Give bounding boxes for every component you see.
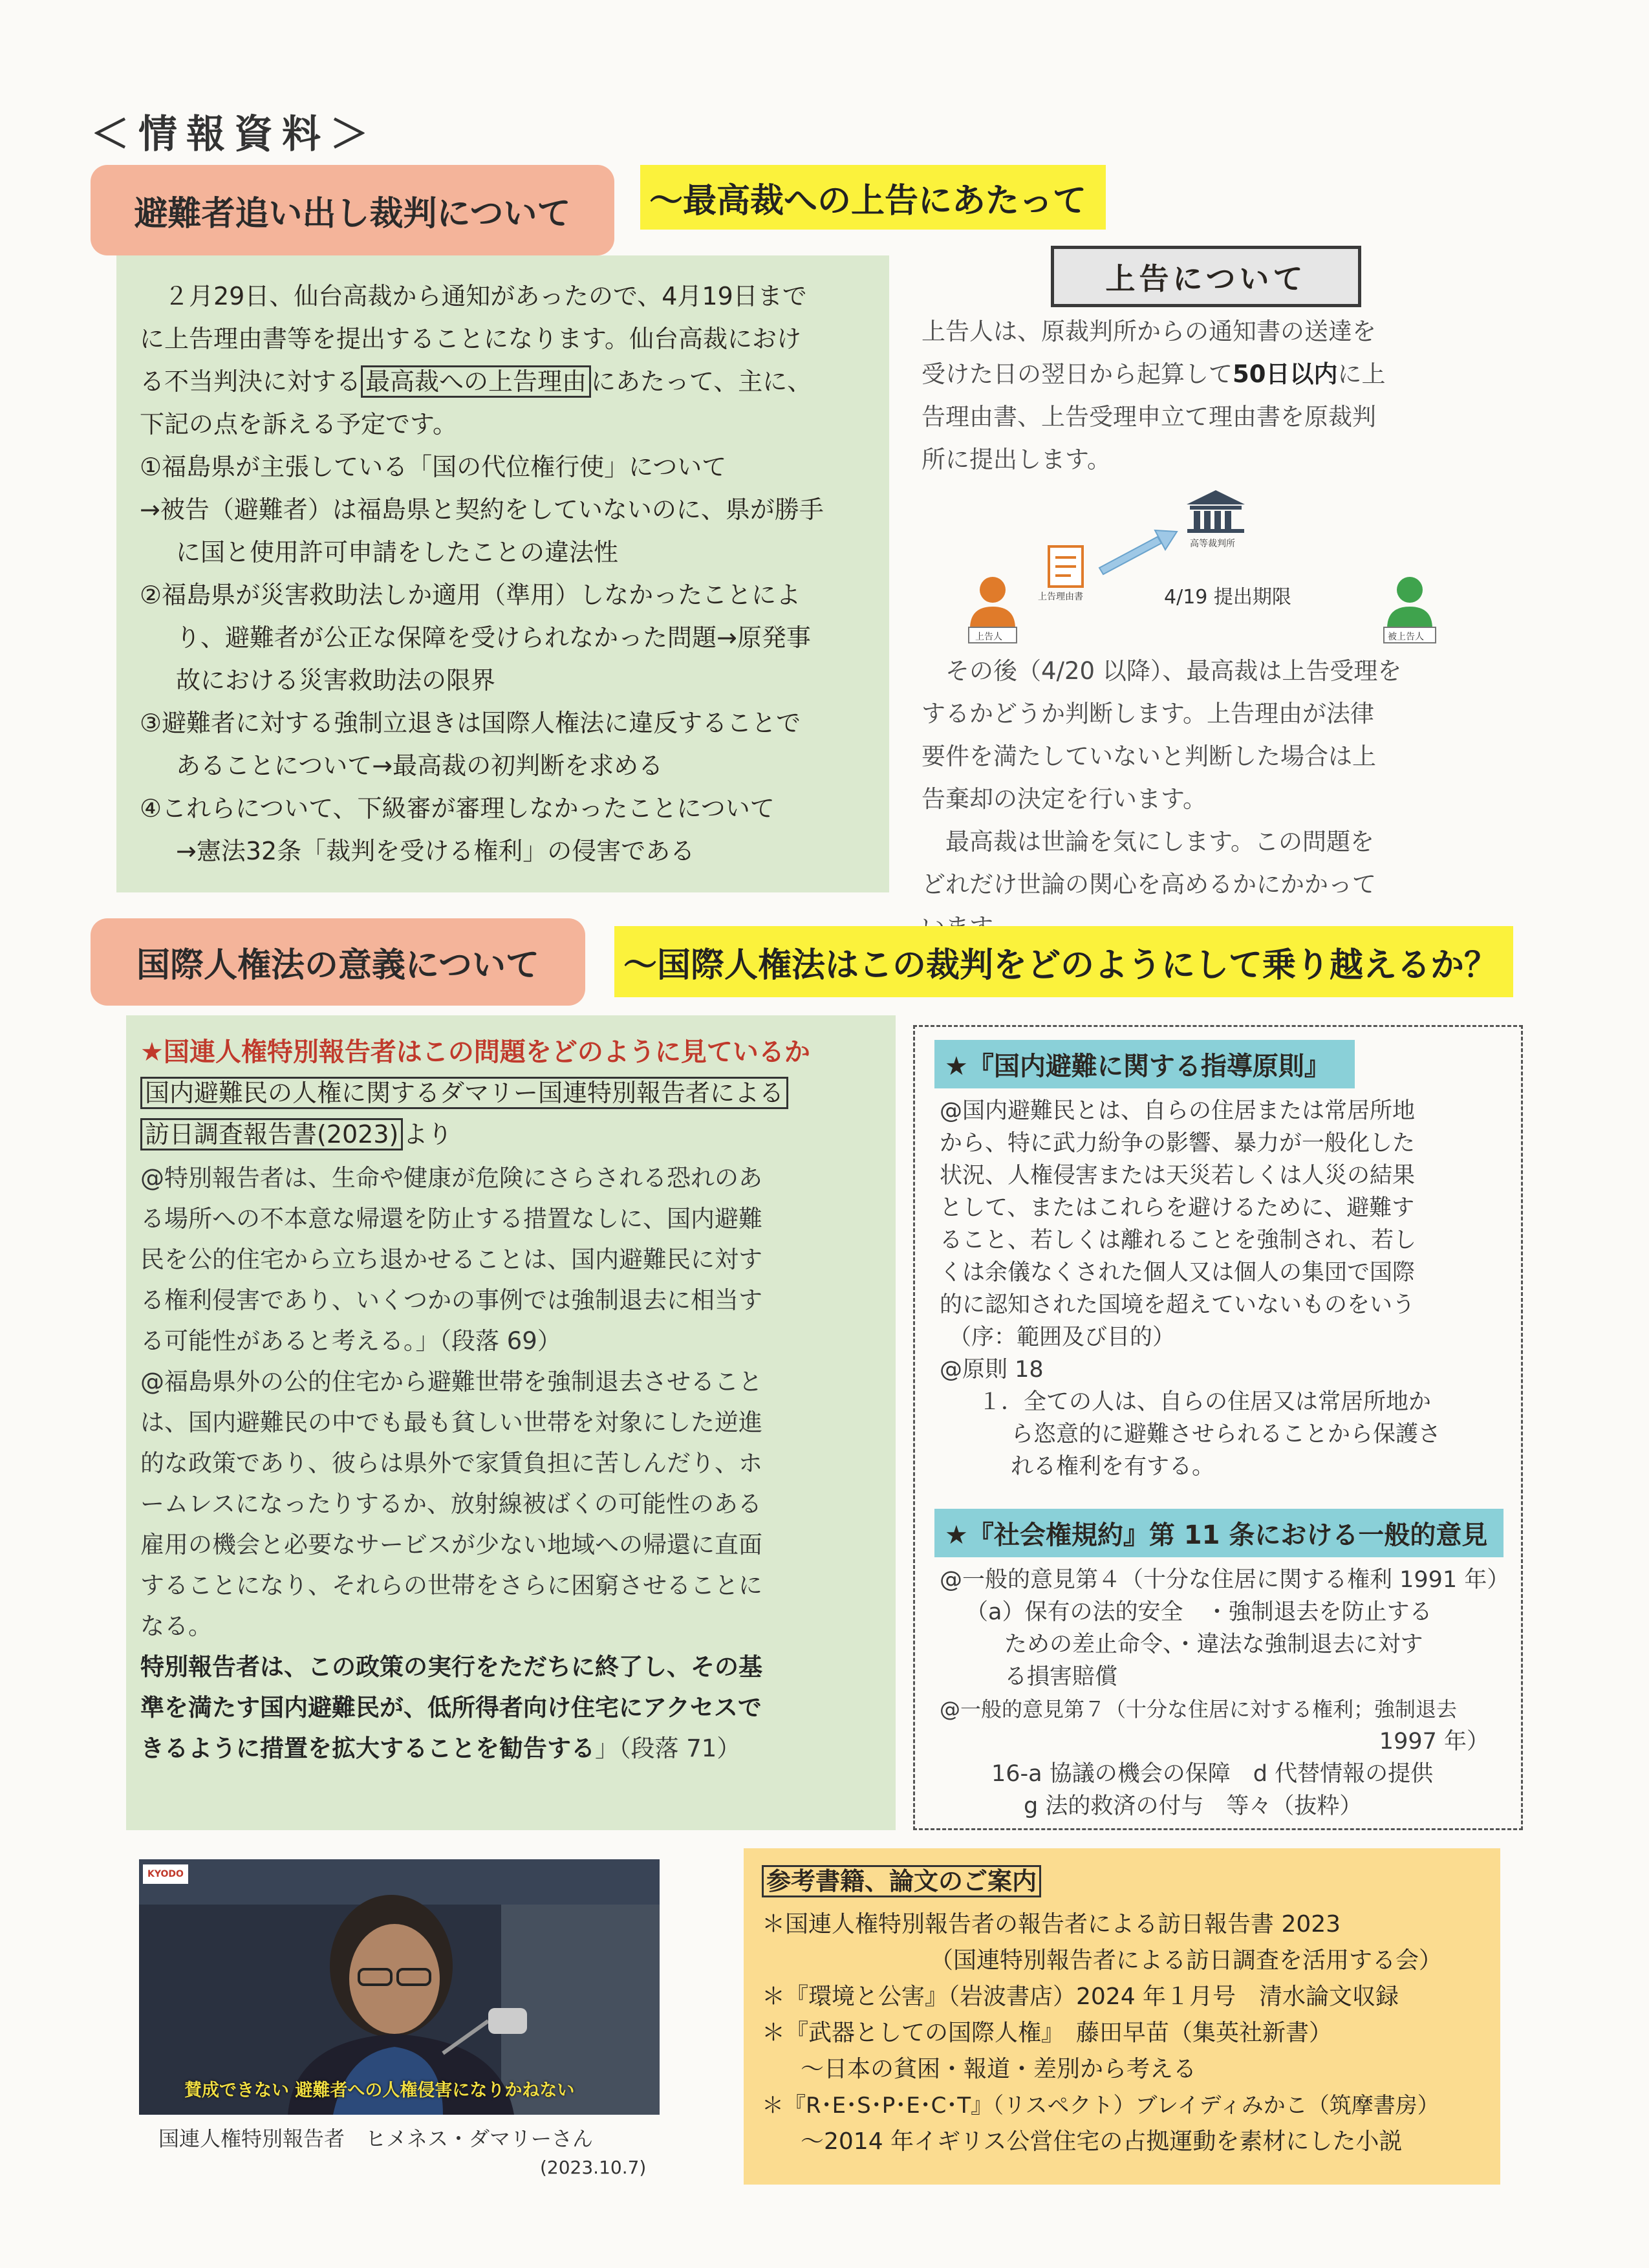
- reference-item: ＊『武器としての国際人権』 藤田早苗（集英社新書）: [762, 2020, 1333, 2046]
- point-line: に国と使用許可申請をしたことの違法性: [176, 538, 619, 567]
- appeal-diagram: [964, 485, 1468, 647]
- references-box: [744, 1848, 1500, 2185]
- document-icon: [1049, 546, 1083, 587]
- text-line: ２月29日、仙台高裁から通知があったので、4月19日まで: [140, 282, 807, 310]
- deadline-label: 4/19 提出期限: [1164, 586, 1291, 609]
- appeal-text-1: 上告人は、原裁判所からの通知書の送達を 受けた日の翌日から起算して50日以内に上 告理由書、上告受理申立て理由書を原裁判 所に提出します。: [921, 318, 1386, 473]
- recommendation: 準を満たす国内避難民が、低所得者向け住宅にアクセスで: [140, 1694, 762, 1722]
- report-title-boxed: 国内避難民の人権に関するダマリー国連特別報告者による: [140, 1077, 788, 1109]
- point-line: あることについて→最高裁の初判断を求める: [176, 751, 663, 780]
- appeal-label: 上告について: [1051, 246, 1361, 307]
- court-icon: [1187, 490, 1245, 533]
- section2-heading: 国際人権法の意義について: [91, 918, 585, 1006]
- photo-caption: 国連人権特別報告者 ヒメネス・ダマリーさん: [158, 2126, 594, 2151]
- reference-item: 〜日本の貧困・報道・差別から考える: [801, 2056, 1197, 2082]
- social-rights-text: @一般的意見第４（十分な住居に関する権利 1991 年） （a）保有の法的安全 ・強制退去を防止する ための差止命令、・違法な強制退去に対す る損害賠償 @一般的意見第７（十分な住居に対する権利；強制退去 1997 年） 16-a 協議の機会の保障 d 代替情報の提供 g 法的救済の付与 等々（抜粋）: [940, 1567, 1510, 1819]
- document-label: 上告理由書: [1038, 592, 1083, 602]
- appellee-label: 被上告人: [1388, 632, 1424, 642]
- kyodo-logo: KYODO: [143, 1864, 188, 1884]
- section2-subheading: 〜国際人権法はこの裁判をどのようにして乗り越えるか？: [614, 926, 1513, 997]
- appellant-label: 上告人: [975, 632, 1002, 642]
- rapporteur-photo: [139, 1859, 660, 2115]
- references-heading: 参考書籍、論文のご案内: [762, 1865, 1041, 1897]
- social-rights-heading: ★『社会権規約』第 11 条における一般的意見: [934, 1509, 1503, 1557]
- point-line: 故における災害救助法の限界: [176, 666, 496, 695]
- reference-item: ＊『環境と公害』（岩波書店）2024 年１月号 清水論文収録: [762, 1983, 1399, 2010]
- point-line: →被告（避難者）は福島県と契約をしていないのに、県が勝手: [140, 495, 824, 524]
- arrow-icon: [1099, 530, 1177, 574]
- guiding-principles-heading: ★『国内避難に関する指導原則』: [934, 1040, 1355, 1088]
- point-line: ③避難者に対する強制立退きは国際人権法に違反することで: [140, 709, 801, 737]
- text-line: に上告理由書等を提出することになります。仙台高裁におけ: [140, 325, 801, 353]
- guiding-principles-text: @国内避難民とは、自らの住居または常居所地 から、特に武力紛争の影響、暴力が一般化した 状況、人権侵害または天災若しくは人災の結果 として、またはこれらを避けるために、避難す ること、若しくは離れることを強制され、若し くは余儀なくされた個人又は個人の集団で国際 的に認知された国境を超えていないものをいう （序：範囲及び目的） @原則 18 １．全ての人は、自らの住居又は常居所地か ら恣意的に避難させられることから保護さ れる権利を有する。: [940, 1098, 1441, 1480]
- text-line: 下記の点を訴える予定です。: [140, 410, 457, 438]
- diagram-svg: [964, 485, 1468, 647]
- photo-date: (2023.10.7): [540, 2157, 647, 2178]
- page-title: ＜情報資料＞: [91, 112, 378, 157]
- recommendation: 特別報告者は、この政策の実行をただちに終了し、その基: [140, 1653, 762, 1681]
- point-line: ①福島県が主張している「国の代位権行使」について: [140, 453, 727, 481]
- boxed-term: 最高裁への上告理由: [361, 365, 591, 398]
- point-line: ②福島県が災害救助法しか適用（準用）しなかったことによ: [140, 581, 801, 609]
- reference-item: ＊国連人権特別報告者の報告者による訪日報告書 2023: [762, 1911, 1341, 1938]
- point-line: り、避難者が公正な保障を受けられなかった問題→原発事: [176, 623, 811, 652]
- section1-body: [116, 255, 889, 892]
- section1-subheading: 〜最高裁への上告にあたって: [640, 165, 1106, 230]
- reference-item: ＊『R･E･S･P･E･C･T』（リスペクト）ブレイディみかこ（筑摩書房）: [762, 2093, 1439, 2119]
- photo-subtitle: 賛成できない 避難者への人権侵害になりかねない: [184, 2080, 575, 2101]
- un-report-heading: ★国連人権特別報告者はこの問題をどのように見ているか: [140, 1037, 810, 1067]
- point-line: ④これらについて、下級審が審理しなかったことについて: [140, 794, 775, 823]
- text-line: る不当判決に対する 最高裁への上告理由 にあたって、主に、: [140, 360, 876, 403]
- recommendation: きるように措置を拡大することを勧告する」（段落 71）: [140, 1734, 741, 1762]
- deadline-days: 50日以内: [1233, 360, 1338, 388]
- un-report-box: ★国連人権特別報告者はこの問題をどのように見ているか 国内避難民の人権に関するダマリー国連特別報告者による 訪日調査報告書(2023) より @特別報告者は、生命や健康が危険にさらされる恐れのあ る場所への不本意な帰還を防止する措置なしに、国内避難 民を公的住宅から立ち退かせることは、国内避難民に対す る権利侵害であり、いくつかの事例では強制退去に相当す る可能性があると考える。」（段落 69） @福島県外の公的住宅から避難世帯を強制退去させること は、国内避難民の中でも最も貧しい世帯を対象にした逆進 的な政策であり、彼らは県外で家賃負担に苦しんだり、ホ ームレスになったりするか、放射線被ばくの可能性のある 雇用の機会と必要なサービスが少ない地域への帰還に直面 することになり、それらの世帯をさらに困窮させることに なる。 特別報告者は、この政策の実行をただちに終了し、その基 準を満たす国内避難民が、低所得者向け住宅にアクセスで きるように措置を拡大することを勧告する」（段落 71）: [126, 1015, 896, 1830]
- section1-heading: 避難者追い出し裁判について: [91, 165, 614, 255]
- report-title-boxed: 訪日調査報告書(2023): [140, 1118, 403, 1150]
- court-label: 高等裁判所: [1190, 539, 1235, 549]
- point-line: →憲法32条「裁判を受ける権利」の侵害である: [176, 837, 695, 865]
- principles-box: [913, 1025, 1523, 1830]
- appeal-text-2: その後（4/20 以降）、最高裁は上告受理を するかどうか判断します。上告理由が法律 要件を満たしていないと判断した場合は上 告棄却の決定を行います。 最高裁は世論を気にします。この問題を どれだけ世論の関心を高めるかにかかって: [921, 657, 1402, 898]
- un-report-text: @特別報告者は、生命や健康が危険にさらされる恐れのあ る場所への不本意な帰還を防止する措置なしに、国内避難 民を公的住宅から立ち退かせることは、国内避難民に対す る権利侵害であり、いくつかの事例では強制退去に相当す る可能性があると考える。」（段落 69） @福島県外の公的住宅から避難世帯を強制退去させること は、国内避難民の中でも最も貧しい世帯を対象にした逆進 的な政策であり、彼らは県外で家賃負担に苦しんだり、ホ ームレスになったりするか、放射線被ばくの可能性のある 雇用の機会と必要なサービスが少ない地域への帰還に直面 することになり、それらの世帯をさらに困窮させることに なる。 特別報告者は、この政策の実行をただちに終了し、その基 準を満たす国内避難民が、低所得者向け住宅にアクセスで きるように措置を拡大することを勧告する」（段落 71）: [140, 1158, 896, 1769]
- reference-item: （国連特別報告者による訪日調査を活用する会）: [930, 1947, 1443, 1974]
- reference-item: 〜2014 年イギリス公営住宅の占拠運動を素材にした小説: [801, 2128, 1403, 2155]
